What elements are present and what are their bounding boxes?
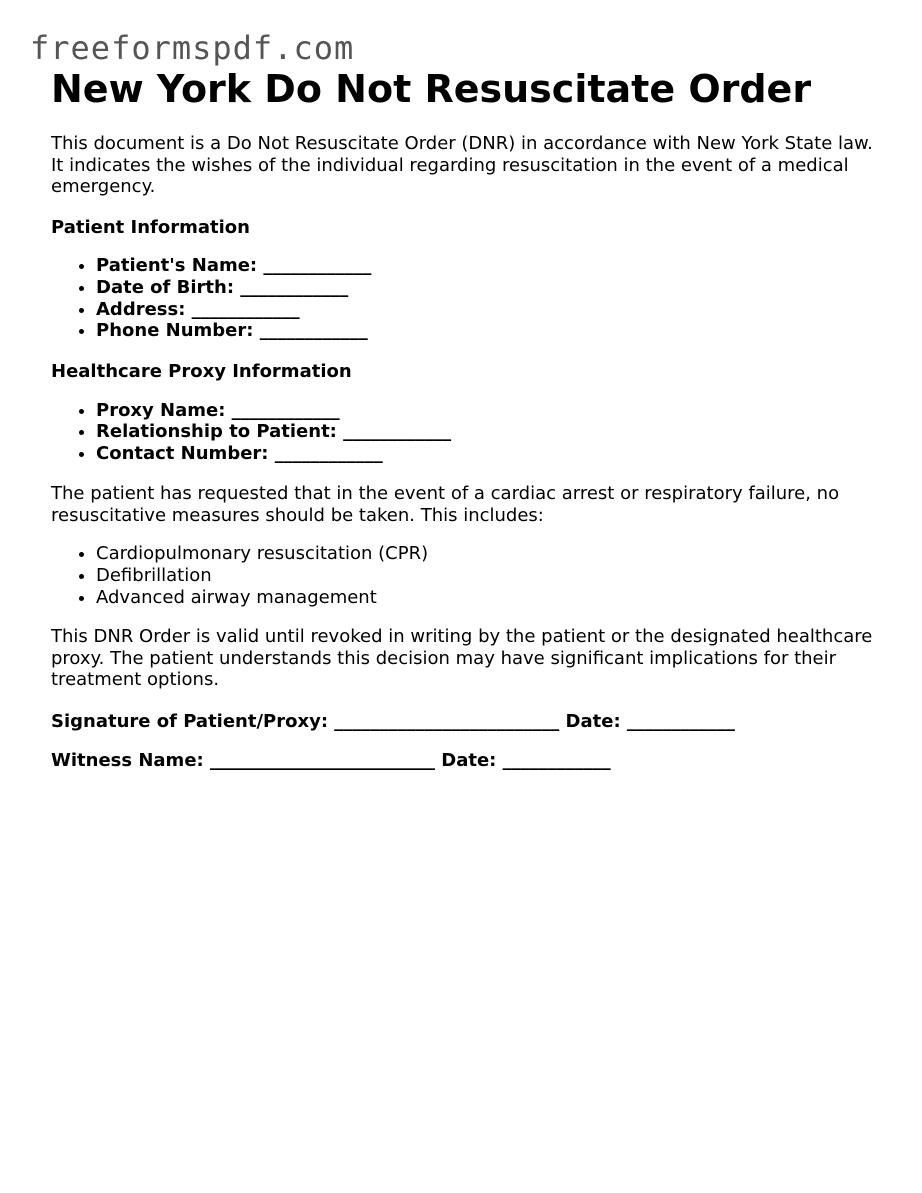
- proxy-info-list: [51, 400, 881, 465]
- signature-line: Signature of Patient/Proxy: _________________________ Date: ____________: [51, 710, 735, 732]
- phone-number-field: • Phone Number: ____________: [96, 320, 881, 342]
- watermark: freeformspdf.com: [30, 29, 355, 67]
- request-paragraph: The patient has requested that in the event of a cardiac arrest or respiratory failure, no resuscitative measures should be taken. This includes:: [51, 483, 840, 526]
- patient-info-heading: Patient Information: [51, 216, 250, 238]
- proxy-name-field: • Proxy Name: ____________: [96, 400, 881, 422]
- relationship-field: • Relationship to Patient: ____________: [96, 421, 881, 443]
- patient-info-list: [51, 255, 881, 342]
- measures-list: [51, 543, 881, 608]
- address-field: • Address: ____________: [96, 299, 881, 321]
- measure-item: • Advanced airway management: [96, 587, 881, 609]
- measure-item: • Defibrillation: [96, 565, 881, 587]
- document-body: [51, 66, 881, 772]
- contact-number-field: • Contact Number: ____________: [96, 443, 881, 465]
- witness-line: Witness Name: _________________________ Date: ____________: [51, 750, 611, 772]
- validity-paragraph: This DNR Order is valid until revoked in writing by the patient or the designated healthcare proxy. The patient understands this decision may have significant implications for their treatment options.: [51, 626, 873, 691]
- measure-item: • Cardiopulmonary resuscitation (CPR): [96, 543, 881, 565]
- intro-paragraph: This document is a Do Not Resuscitate Order (DNR) in accordance with New York State law. It indicates the wishes of the individual regarding resuscitation in the event of a medical emergency.: [51, 133, 873, 197]
- date-of-birth-field: • Date of Birth: ____________: [96, 277, 881, 299]
- document-title: New York Do Not Resuscitate Order: [51, 67, 812, 111]
- patient-name-field: • Patient's Name: ____________: [96, 255, 881, 277]
- proxy-info-heading: Healthcare Proxy Information: [51, 361, 352, 383]
